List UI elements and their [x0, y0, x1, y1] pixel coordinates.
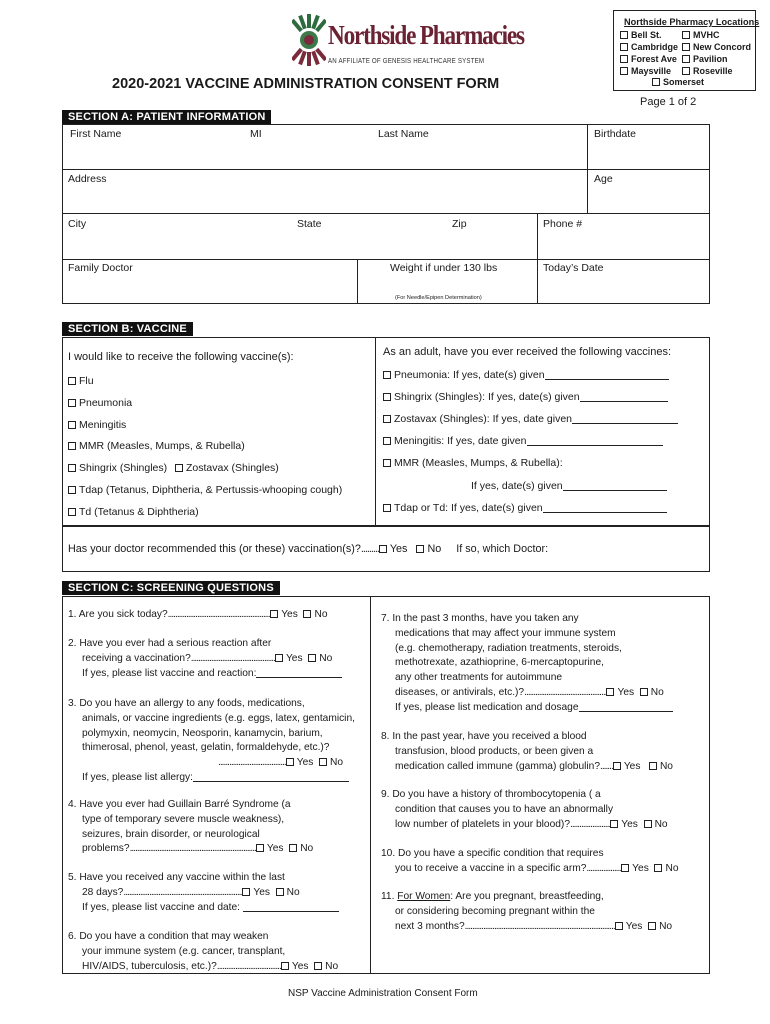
- birthdate-label: Birthdate: [594, 128, 637, 140]
- vaccine-option-flu[interactable]: Flu: [68, 375, 94, 387]
- logo: [292, 12, 524, 74]
- zip-field[interactable]: [450, 232, 534, 256]
- question-10[interactable]: 10. Do you have a specific condition that requires you to receive a vaccine in a specific arm?................... Yes No: [381, 848, 679, 874]
- footer-text: NSP Vaccine Administration Consent Form: [288, 988, 478, 999]
- vaccine-option-shingrix[interactable]: Shingrix (Shingles): [68, 462, 167, 474]
- weight-label: Weight if under 130 lbs: [390, 262, 498, 274]
- sunburst-logo-icon: [292, 14, 326, 66]
- address-label: Address: [68, 173, 107, 185]
- page-number: Page 1 of 2: [640, 96, 697, 108]
- history-tdap[interactable]: Tdap or Td: If yes, date(s) given: [383, 502, 667, 514]
- question-7[interactable]: 7. In the past 3 months, have you taken any medications that may affect your immune system (e.g. chemotherapy, radiation treatments, steroids, methotrexate, azathioprine, 6-mercaptopurine, any other treatments for autoimmune diseases, or antivirals, etc.)?............................................. Yes No If yes, please list medication and dosage: [381, 612, 673, 716]
- brand-name: Northside Pharmacies: [328, 20, 524, 50]
- vaccine-option-zostavax[interactable]: Zostavax (Shingles): [175, 462, 279, 474]
- location-forest[interactable]: Forest Ave: [620, 53, 678, 65]
- city-field[interactable]: [66, 232, 292, 256]
- todays-date-label: Today’s Date: [543, 262, 604, 274]
- first-name-field[interactable]: [66, 142, 246, 166]
- history-heading: As an adult, have you ever received the following vaccines:: [383, 346, 671, 358]
- location-mvhc[interactable]: MVHC: [682, 29, 751, 41]
- history-shingrix[interactable]: Shingrix (Shingles): If yes, date(s) given: [383, 391, 668, 403]
- phone-label: Phone #: [543, 218, 583, 230]
- weight-note: (For Needle/Epipen Determination): [395, 295, 482, 301]
- location-new-concord[interactable]: New Concord: [682, 41, 751, 53]
- location-maysville[interactable]: Maysville: [620, 65, 678, 77]
- section-a-title: SECTION A: PATIENT INFORMATION: [62, 110, 271, 124]
- city-label: City: [68, 218, 87, 230]
- locations-title: Northside Pharmacy Locations: [624, 17, 760, 27]
- mi-field[interactable]: [248, 142, 368, 166]
- history-zostavax[interactable]: Zostavax (Shingles): If yes, date given: [383, 413, 678, 425]
- age-field[interactable]: [592, 186, 706, 210]
- question-4[interactable]: 4. Have you ever had Guillain Barré Syndrome (a type of temporary severe muscle weakness), seizures, brain disorder, or neurological problems?..................................................................... Yes No: [68, 799, 314, 855]
- state-field[interactable]: [295, 232, 445, 256]
- question-5[interactable]: 5. Have you received any vaccine within the last 28 days?................................................................. Yes No If yes, please list vaccine and date:: [68, 871, 339, 915]
- location-bell[interactable]: Bell St.: [620, 29, 678, 41]
- brand-tagline: AN AFFILIATE OF GENESIS HEALTHCARE SYSTEM: [328, 58, 485, 65]
- mi-label: MI: [250, 128, 262, 140]
- question-2[interactable]: 2. Have you ever had a serious reaction after receiving a vaccination?.............................................. Yes No If yes, please list vaccine and reaction:: [68, 637, 342, 681]
- location-somerset[interactable]: Somerset: [652, 77, 704, 87]
- history-mmr-date[interactable]: If yes, date(s) given: [471, 480, 667, 492]
- family-doctor-label: Family Doctor: [68, 262, 133, 274]
- question-9[interactable]: 9. Do you have a history of thrombocytopenia ( a condition that causes you to have an abnormally low number of platelets in your blood)?...................... Yes No: [381, 789, 668, 830]
- history-pneumonia[interactable]: Pneumonia: If yes, date(s) given: [383, 369, 669, 381]
- question-8[interactable]: 8. In the past year, have you received a blood transfusion, blood products, or been given a medication called immune (gamma) globulin?....... Yes No: [381, 731, 673, 772]
- vaccine-option-tdap[interactable]: Tdap (Tetanus, Diphtheria, & Pertussis-whooping cough): [68, 484, 342, 496]
- last-name-field[interactable]: [376, 142, 582, 166]
- family-doctor-field[interactable]: [66, 276, 354, 300]
- question-3[interactable]: 3. Do you have an allergy to any foods, medications, animals, or vaccine ingredients (e.g. eggs, latex, gentamicin, polymyxin, neomycin, Neosporin, kanamycin, barium, thimerosal, phenol, yeast, gelatin, formaldehyde, etc.)? ..................................... Yes No If yes, please list allergy:: [68, 698, 355, 783]
- doctor-recommend-question[interactable]: Has your doctor recommended this (or these) vaccination(s)?......... Yes No If so, which Doctor:: [68, 543, 549, 555]
- location-cambridge[interactable]: Cambridge: [620, 41, 678, 53]
- birthdate-field[interactable]: [592, 142, 706, 166]
- locations-box: [613, 10, 760, 91]
- vaccine-option-pneumonia[interactable]: Pneumonia: [68, 397, 132, 409]
- question-1[interactable]: 1. Are you sick today?........................................................ Yes No: [68, 609, 328, 620]
- last-name-label: Last Name: [378, 128, 429, 140]
- weight-field[interactable]: [360, 276, 534, 294]
- vaccine-list-heading: I would like to receive the following vaccine(s):: [68, 351, 294, 363]
- history-mmr[interactable]: MMR (Measles, Mumps, & Rubella):: [383, 457, 563, 469]
- question-11[interactable]: 11. For Women: Are you pregnant, breastfeeding, or considering becoming pregnant within the next 3 months?.................................................................................. Yes No: [381, 891, 673, 932]
- location-roseville[interactable]: Roseville: [682, 65, 751, 77]
- vaccine-option-mmr[interactable]: MMR (Measles, Mumps, & Rubella): [68, 440, 245, 452]
- section-b-title: SECTION B: VACCINE: [62, 322, 193, 336]
- location-pavilion[interactable]: Pavilion: [682, 53, 751, 65]
- todays-date-field[interactable]: [541, 276, 706, 300]
- age-label: Age: [594, 173, 613, 185]
- first-name-label: First Name: [70, 128, 122, 140]
- form-title: 2020-2021 VACCINE ADMINISTRATION CONSENT FORM: [112, 76, 500, 92]
- vaccine-option-meningitis[interactable]: Meningitis: [68, 419, 126, 431]
- section-c-title: SECTION C: SCREENING QUESTIONS: [62, 581, 280, 595]
- address-field[interactable]: [66, 186, 582, 210]
- phone-field[interactable]: [541, 232, 706, 256]
- section-b-grid: [62, 337, 710, 526]
- state-label: State: [297, 218, 322, 230]
- history-meningitis[interactable]: Meningitis: If yes, date given: [383, 435, 663, 447]
- zip-label: Zip: [452, 218, 467, 230]
- question-6[interactable]: 6. Do you have a condition that may weaken your immune system (e.g. cancer, transplant, HIV/AIDS, tuberculosis, etc.)?................................... Yes No: [68, 931, 339, 972]
- vaccine-option-td[interactable]: Td (Tetanus & Diphtheria): [68, 506, 199, 518]
